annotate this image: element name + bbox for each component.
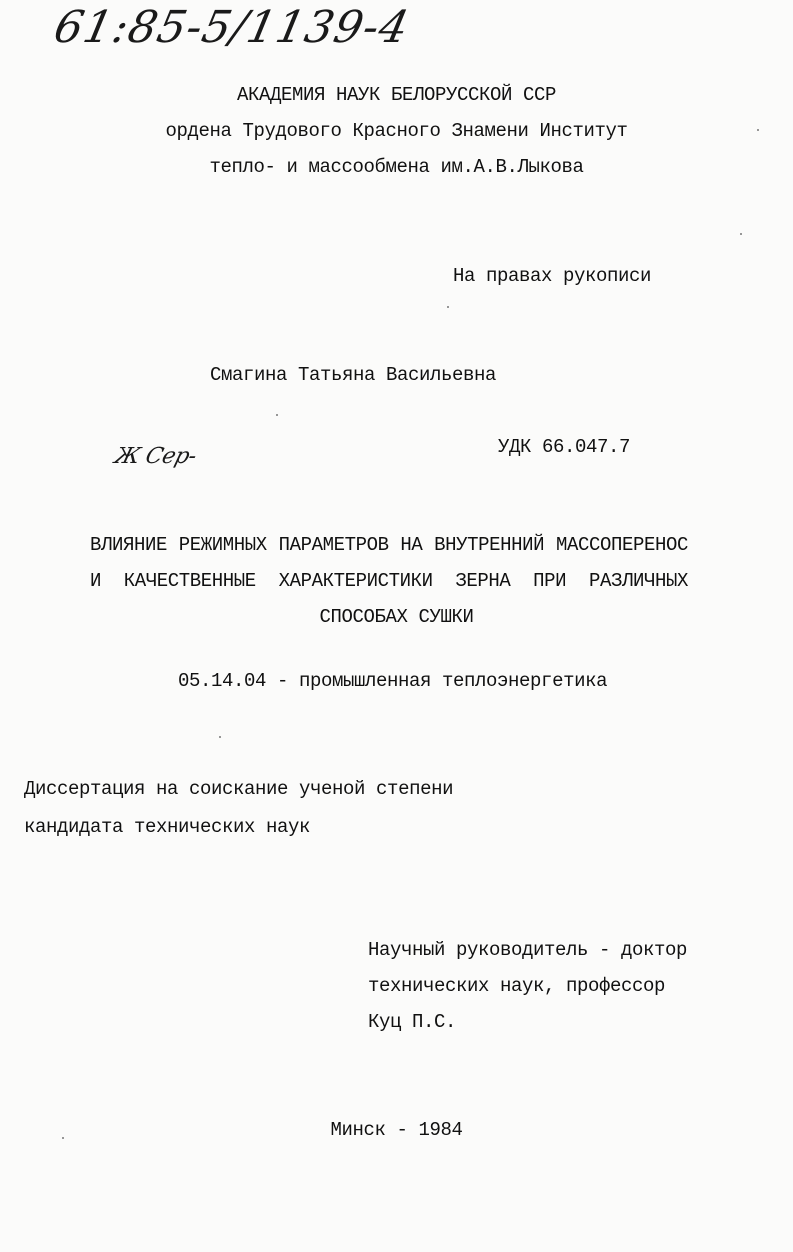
title-word: ПРИ — [533, 570, 567, 592]
title-word: ВЛИЯНИЕ — [90, 534, 168, 556]
title-word: РАЗЛИЧНЫХ — [588, 570, 688, 592]
header-order: ордена Трудового Красного Знамени Институт — [165, 120, 628, 142]
handwritten-initials: Ж Сер- — [111, 444, 200, 469]
title-word: МАССОПЕРЕНОС — [555, 534, 688, 556]
supervisor-line-2: технических наук, профессор — [368, 975, 666, 997]
scan-speck — [276, 414, 278, 416]
udc-code: УДК 66.047.7 — [498, 436, 631, 458]
dissertation-line-2: кандидата технических наук — [24, 816, 311, 838]
handwritten-archive-number: 61:85-5/1139-4 — [49, 2, 414, 53]
title-word: ПАРАМЕТРОВ — [278, 534, 389, 556]
title-word: КАЧЕСТВЕННЫЕ — [123, 570, 256, 592]
title-word: И — [90, 570, 102, 592]
scan-speck — [219, 736, 221, 738]
manuscript-note: На правах рукописи — [453, 265, 652, 287]
scan-speck — [447, 306, 449, 308]
title-line-2 — [90, 572, 688, 591]
title-word: ЗЕРНА — [455, 570, 511, 592]
header-academy: АКАДЕМИЯ НАУК БЕЛОРУССКОЙ ССР — [236, 84, 557, 106]
scan-speck — [757, 129, 759, 131]
header-institute: тепло- и массообмена им.А.В.Лыкова — [209, 156, 584, 178]
scan-speck — [62, 1137, 64, 1139]
city-year: Минск - 1984 — [330, 1119, 463, 1141]
title-line-1 — [90, 536, 688, 555]
supervisor-name: Куц П.С. — [368, 1011, 457, 1033]
scan-speck — [740, 233, 742, 235]
author-name: Смагина Татьяна Васильевна — [210, 364, 497, 386]
title-line-3: СПОСОБАХ СУШКИ — [319, 606, 474, 628]
specialty-code: 05.14.04 - промышленная теплоэнергетика — [178, 670, 608, 692]
title-word: НА — [400, 534, 423, 556]
title-word: ХАРАКТЕРИСТИКИ — [278, 570, 433, 592]
dissertation-line-1: Диссертация на соискание ученой степени — [24, 778, 454, 800]
title-word: РЕЖИМНЫХ — [178, 534, 267, 556]
title-word: ВНУТРЕННИЙ — [434, 534, 545, 556]
supervisor-line-1: Научный руководитель - доктор — [368, 939, 688, 961]
